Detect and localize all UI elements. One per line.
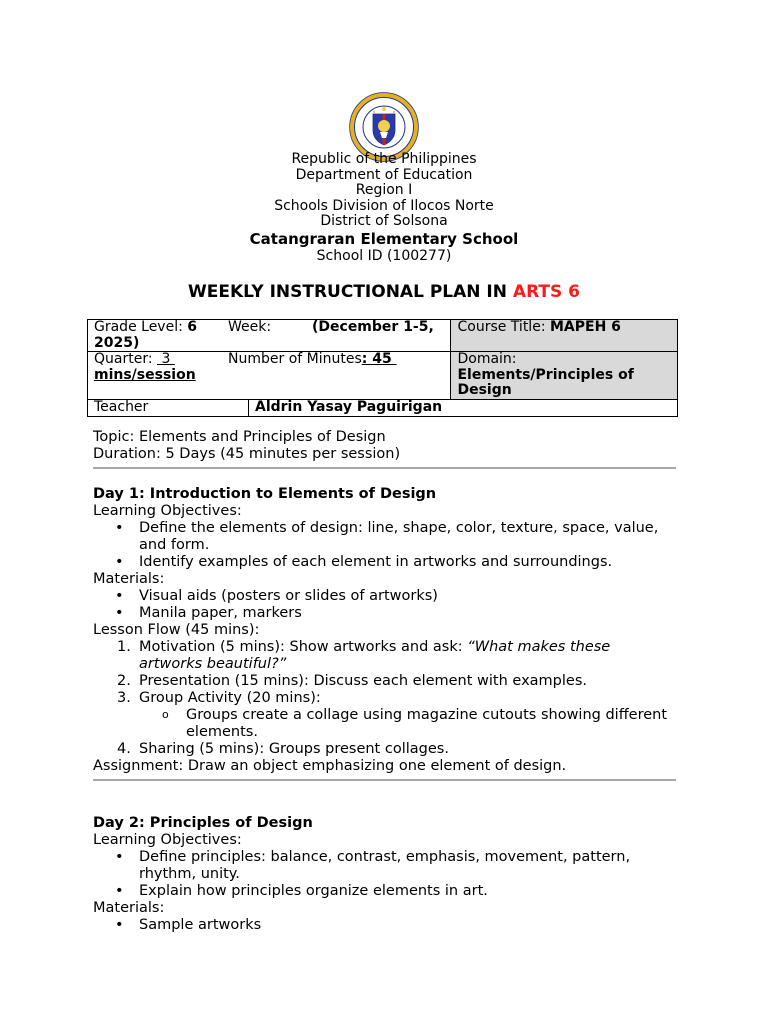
- quarter-label: Quarter:: [94, 351, 158, 367]
- table-row: [88, 352, 678, 400]
- list-item: • Identify examples of each element in artworks and surroundings.: [93, 554, 676, 571]
- list-item: [93, 690, 676, 707]
- step-question: “What makes these artworks beautiful?”: [139, 639, 611, 672]
- day1-flow-sublist: [93, 707, 676, 741]
- domain-cell: [451, 352, 678, 400]
- minutes-unit: mins/session: [94, 366, 196, 383]
- day1-materials-list: [93, 588, 676, 622]
- letterhead: [0, 152, 768, 265]
- topic-line: Topic: Elements and Principles of Design: [93, 429, 386, 445]
- course-value: MAPEH 6: [549, 319, 621, 335]
- list-item: • Explain how principles organize elements in art.: [93, 883, 676, 900]
- plan-title: [0, 282, 768, 302]
- grade-week-cell: [88, 320, 451, 352]
- day2-objectives-label: Learning Objectives:: [93, 832, 242, 848]
- domain-label: Domain:: [457, 351, 517, 367]
- minutes-label: Number of Minutes: [228, 351, 362, 367]
- division-line: Schools Division of Ilocos Norte: [274, 197, 494, 214]
- day2-materials-label: Materials:: [93, 900, 165, 916]
- day1-title: Day 1: Introduction to Elements of Design: [93, 486, 437, 502]
- list-item: o Groups create a collage using magazine cutouts showing different elements.: [93, 707, 676, 741]
- country-line: Republic of the Philippines: [291, 151, 477, 167]
- school-id: School ID (100277): [316, 247, 452, 264]
- course-cell: [451, 320, 678, 352]
- step-number: 1.: [117, 639, 131, 655]
- day1-flow-list: [93, 639, 676, 707]
- list-item: • Manila paper, markers: [93, 605, 676, 622]
- lesson-content: [93, 429, 676, 934]
- region-line: Region I: [355, 182, 413, 199]
- department-line: Department of Education: [295, 166, 473, 183]
- week-value-year: 2025): [94, 334, 140, 351]
- day1-flow-list-cont: [93, 741, 676, 758]
- table-row: [88, 400, 678, 417]
- list-item: [93, 639, 676, 673]
- day1-flow-label: Lesson Flow (45 mins):: [93, 622, 260, 638]
- step-text: Motivation (5 mins): Show artworks and ask:: [139, 639, 468, 655]
- step-number: 2.: [117, 673, 131, 689]
- domain-value: Elements/Principles of Design: [457, 366, 634, 398]
- plan-title-prefix: WEEKLY INSTRUCTIONAL PLAN IN: [188, 282, 513, 302]
- district-line: District of Solsona: [320, 213, 448, 230]
- step-text: Sharing (5 mins): Groups present collages.: [139, 741, 449, 757]
- day2-title: Day 2: Principles of Design: [93, 815, 313, 831]
- quarter-value: 3: [157, 351, 175, 367]
- list-item: • Define principles: balance, contrast, emphasis, movement, pattern, rhythm, unity.: [93, 849, 676, 883]
- quarter-minutes-cell: [88, 352, 451, 400]
- grade-value: 6: [187, 319, 198, 335]
- list-item: • Define the elements of design: line, shape, color, texture, space, value, and form.: [93, 520, 676, 554]
- list-item: • Sample artworks: [93, 917, 676, 934]
- day1-assignment: Assignment: Draw an object emphasizing one element of design.: [93, 758, 567, 774]
- day1-materials-label: Materials:: [93, 571, 165, 587]
- list-item: [93, 673, 676, 690]
- course-label: Course Title:: [457, 319, 550, 335]
- step-number: 4.: [117, 741, 131, 757]
- day1-objectives-label: Learning Objectives:: [93, 503, 242, 519]
- teacher-value: Aldrin Yasay Paguirigan: [249, 400, 678, 417]
- teacher-label: Teacher: [88, 400, 249, 417]
- day1-objectives-list: [93, 520, 676, 571]
- grade-label: Grade Level:: [94, 319, 188, 335]
- day2-objectives-list: [93, 849, 676, 900]
- list-item: [93, 741, 676, 758]
- school-name: Catangraran Elementary School: [249, 229, 519, 248]
- step-text: Group Activity (20 mins):: [139, 690, 321, 706]
- list-item: • Visual aids (posters or slides of artworks): [93, 588, 676, 605]
- day2-materials-list: [93, 917, 676, 934]
- week-value: (December 1-5,: [312, 319, 434, 335]
- plan-info-table: [87, 319, 678, 417]
- minutes-value: : 45: [361, 351, 397, 367]
- table-row: [88, 320, 678, 352]
- step-text: Presentation (15 mins): Discuss each element with examples.: [139, 673, 587, 689]
- step-number: 3.: [117, 690, 131, 706]
- plan-title-subject: ARTS 6: [512, 282, 580, 302]
- week-label: Week:: [228, 319, 272, 335]
- duration-line: Duration: 5 Days (45 minutes per session): [93, 446, 401, 462]
